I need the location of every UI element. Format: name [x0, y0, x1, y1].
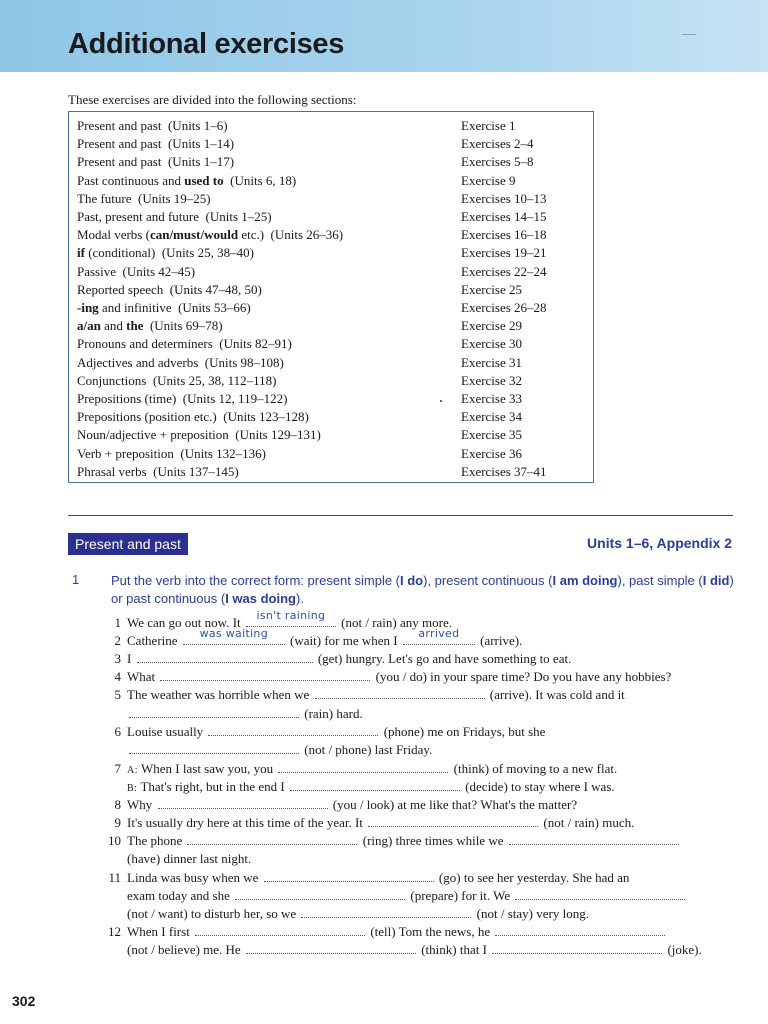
units-reference: Units 1–6, Appendix 2 — [587, 535, 732, 551]
section-row — [77, 172, 587, 190]
section-label: Modal verbs (can/must/would etc.) (Units 26–36) — [77, 227, 344, 243]
section-exercise: Exercise 31 — [461, 354, 523, 370]
section-exercise: Exercises 10–13 — [461, 190, 547, 206]
item-number: 10 — [108, 833, 121, 848]
section-exercise: Exercise 33 — [461, 391, 523, 406]
section-label: Present and past (Units 1–17) — [77, 154, 235, 170]
section-label: Phrasal verbs (Units 137–145) — [77, 463, 239, 479]
exercise-item-line: (not / phone) last Friday. — [127, 741, 432, 759]
exercise-item-line: exam today and she (prepare) for it. We — [127, 887, 687, 905]
exercise-instruction: Put the verb into the correct form: present simple (I do), present continuous (I am doing), past simple (I did) or past continuous (I was doing). — [111, 573, 734, 606]
section-exercise: Exercise 32 — [461, 372, 523, 388]
exercise-item-line: We can go out now. It isn't raining (not / rain) any more. — [127, 609, 452, 630]
answer-blank[interactable] — [137, 650, 313, 663]
section-row — [77, 281, 587, 299]
section-exercise: Exercise 29 — [461, 318, 523, 334]
answer-blank[interactable] — [160, 668, 370, 681]
answer-blank[interactable] — [315, 686, 485, 699]
exercise-item-line: (rain) hard. — [127, 705, 363, 723]
section-label: Prepositions (position etc.) (Units 123–128) — [77, 409, 309, 425]
section-row — [77, 354, 587, 372]
handwritten-answer: isn't raining — [256, 609, 326, 622]
section-label: Past continuous and used to (Units 6, 18) — [77, 172, 297, 188]
section-row — [77, 190, 587, 208]
item-number: 2 — [114, 633, 121, 648]
item-number: 11 — [108, 870, 121, 885]
exercise-item-line: When I first (tell) Tom the news, he — [127, 923, 667, 941]
answer-blank[interactable] — [195, 923, 365, 936]
section-exercise: Exercises 19–21 — [461, 245, 547, 261]
exercise-item-line: Why (you / look) at me like that? What's the matter? — [127, 797, 578, 812]
answer-blank[interactable] — [158, 796, 328, 809]
answer-blank[interactable] — [301, 905, 471, 918]
exercise-item-line: A: When I last saw you, you (think) of moving to a new flat. — [127, 761, 618, 776]
section-label: The future (Units 19–25) — [77, 190, 211, 206]
exercise-item-line: It's usually dry here at this time of the year. It (not / rain) much. — [127, 815, 635, 830]
section-row — [77, 226, 587, 244]
answer-blank[interactable] — [246, 941, 416, 954]
section-exercise: Exercises 26–28 — [461, 300, 547, 315]
exercise-item-line: (not / want) to disturb her, so we (not / stay) very long. — [127, 906, 589, 921]
answer-blank[interactable] — [492, 941, 662, 954]
section-label: Adjectives and adverbs (Units 98–108) — [77, 354, 284, 370]
section-row — [77, 317, 587, 335]
section-row — [77, 299, 587, 317]
page-number: 302 — [12, 993, 36, 1009]
section-exercise: Exercise 30 — [461, 336, 523, 352]
exercise-item-line: The phone (ring) three times while we — [127, 832, 681, 850]
section-exercise: Exercise 9 — [461, 172, 516, 188]
handwritten-answer: arrived — [418, 627, 460, 640]
exercise-item-line: Louise usually (phone) me on Fridays, but she — [127, 724, 546, 739]
section-exercise: Exercise 1 — [461, 118, 516, 133]
section-exercise: Exercises 16–18 — [461, 227, 547, 243]
section-label: Prepositions (time) (Units 12, 119–122) — [77, 391, 288, 406]
item-number: 1 — [114, 615, 121, 630]
section-label: Reported speech (Units 47–48, 50) — [77, 281, 262, 297]
section-exercise: Exercises 14–15 — [461, 209, 547, 224]
answer-blank[interactable] — [208, 723, 378, 736]
item-number: 5 — [114, 687, 121, 702]
answer-blank[interactable] — [290, 778, 460, 791]
item-number: 7 — [114, 761, 121, 776]
section-divider — [68, 515, 733, 516]
section-row — [77, 117, 587, 135]
page-title: Additional exercises — [68, 28, 345, 60]
section-label: Passive (Units 42–45) — [77, 263, 196, 279]
item-number: 9 — [114, 815, 121, 830]
exercise-item-line: What (you / do) in your spare time? Do you have any hobbies? — [127, 669, 672, 684]
item-number: 3 — [114, 651, 121, 666]
exercise-item-line: (have) dinner last night. — [127, 851, 252, 866]
section-row — [77, 426, 587, 444]
section-label: Past, present and future (Units 1–25) — [77, 209, 272, 224]
answer-blank[interactable] — [129, 741, 299, 754]
section-label: Present and past (Units 1–14) — [77, 136, 235, 152]
answer-blank[interactable] — [187, 832, 357, 845]
answer-blank[interactable] — [509, 832, 679, 845]
section-exercise: Exercise 36 — [461, 445, 523, 461]
answer-blank[interactable] — [278, 760, 448, 773]
intro-text: These exercises are divided into the following sections: — [68, 92, 357, 107]
section-row — [77, 153, 587, 171]
answer-blank[interactable] — [129, 705, 299, 718]
section-row — [77, 372, 587, 390]
section-exercise: Exercises 37–41 — [461, 463, 547, 479]
exercise-item-line: B: That's right, but in the end I (decide) to stay where I was. — [127, 779, 615, 794]
answer-blank[interactable] — [515, 887, 685, 900]
section-row — [77, 445, 587, 463]
section-row — [77, 208, 587, 226]
section-row — [77, 135, 587, 153]
section-label: Pronouns and determiners (Units 82–91) — [77, 336, 292, 352]
section-row — [77, 408, 587, 426]
section-label: Conjunctions (Units 25, 38, 112–118) — [77, 372, 277, 388]
section-row — [77, 335, 587, 353]
exercise-item-line: (not / believe) me. He (think) that I (joke). — [127, 942, 702, 957]
sections-table — [68, 111, 594, 483]
section-row — [77, 244, 587, 262]
item-number: 6 — [114, 724, 121, 739]
item-number: 8 — [114, 797, 121, 812]
exercise-number: 1 — [72, 572, 80, 587]
section-row — [77, 463, 587, 481]
header-decoration — [682, 34, 696, 35]
section-row — [77, 263, 587, 281]
handwritten-answer: was waiting — [199, 627, 268, 640]
answer-blank[interactable] — [368, 814, 538, 827]
section-exercise: Exercise 35 — [461, 427, 523, 443]
section-label: if (conditional) (Units 25, 38–40) — [77, 245, 254, 261]
exercise-item-line: I (get) hungry. Let's go and have something to eat. — [127, 651, 572, 666]
answer-blank[interactable] — [264, 869, 434, 882]
section-tab: Present and past — [68, 533, 188, 555]
section-label: Noun/adjective + preposition (Units 129–131) — [77, 427, 321, 443]
section-label: Present and past (Units 1–6) — [77, 118, 228, 133]
exercise-item-line: The weather was horrible when we (arrive). It was cold and it — [127, 687, 625, 702]
section-exercise: Exercise 25 — [461, 281, 523, 297]
exercise-item-line: Linda was busy when we (go) to see her yesterday. She had an — [127, 870, 630, 885]
exercise-item-line: Catherine was waiting (wait) for me when I arrived (arrive). — [127, 627, 523, 648]
section-exercise: Exercises 5–8 — [461, 154, 534, 170]
section-exercise: Exercise 34 — [461, 409, 523, 425]
section-row — [77, 390, 587, 408]
answer-blank[interactable] — [403, 627, 475, 645]
item-number: 4 — [114, 669, 121, 684]
section-exercise: Exercises 22–24 — [461, 263, 547, 279]
section-label: a/an and the (Units 69–78) — [77, 318, 223, 334]
answer-blank[interactable] — [183, 627, 285, 645]
answer-blank[interactable] — [235, 887, 405, 900]
section-exercise: Exercises 2–4 — [461, 136, 534, 152]
item-number: 12 — [108, 924, 121, 939]
answer-blank[interactable] — [495, 923, 665, 936]
section-label: -ing and infinitive (Units 53–66) — [77, 300, 251, 315]
section-label: Verb + preposition (Units 132–136) — [77, 445, 266, 461]
